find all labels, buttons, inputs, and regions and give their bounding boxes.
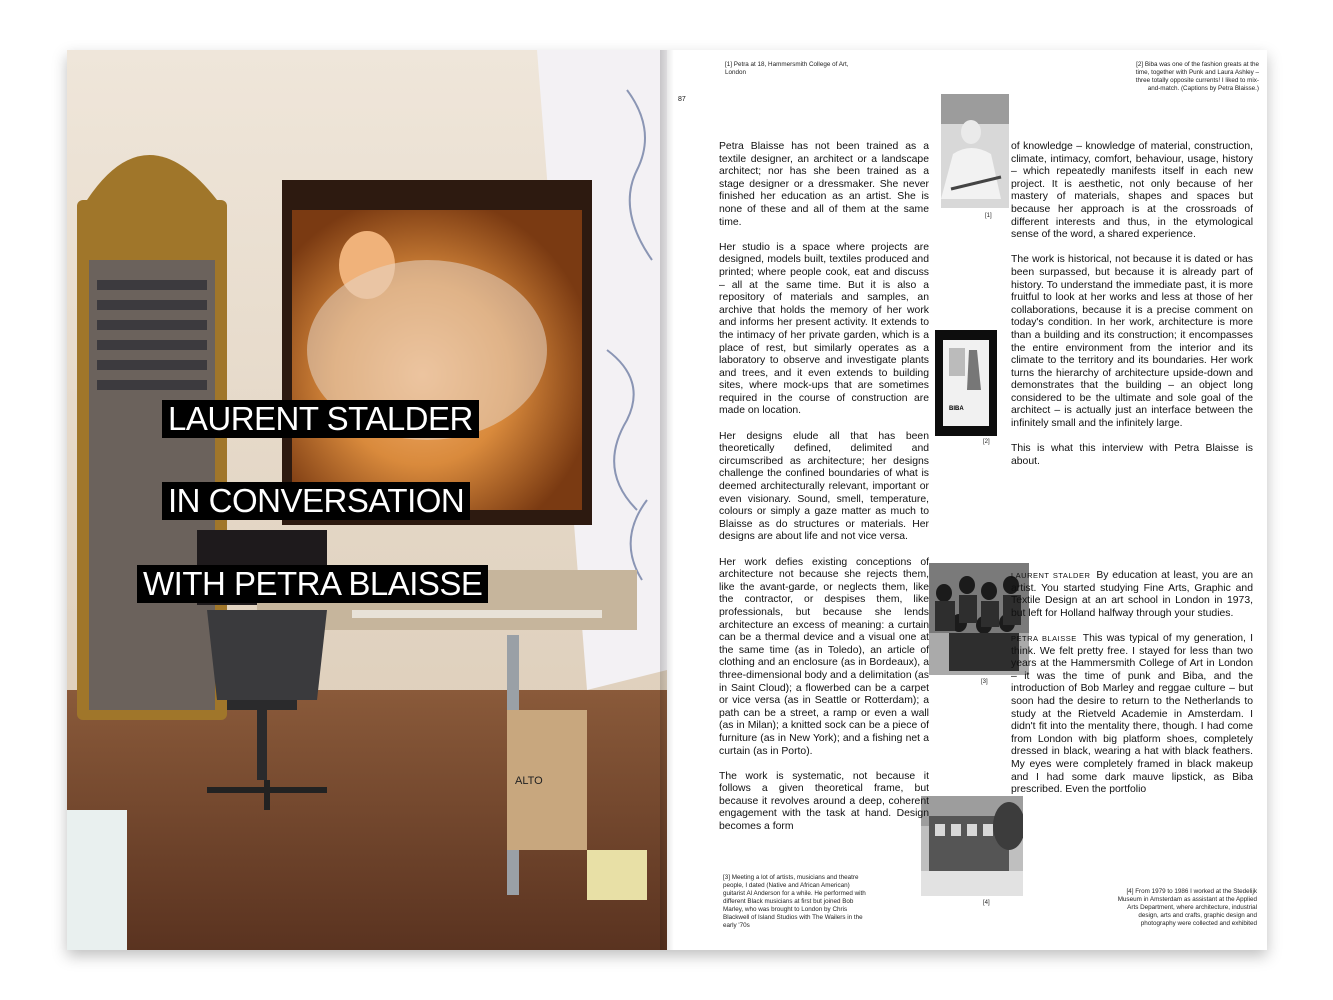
interview-turn-blaisse: [1011, 633, 1253, 797]
stalder-question: By education at least, you are an artist. You started studying Fine Arts, Graphic and Textile Design at an art school in London in 1973, but left for Holland halfway through your studies.: [1011, 570, 1253, 619]
title-line-3: WITH PETRA BLAISSE: [137, 565, 488, 603]
intro-paragraph-1: Petra Blaisse has not been trained as a textile designer, an architect or a landscape architect; nor has she been trained as a stage designer or a dressmaker. She never finished her education as an artist. She is none of these and all of them at the same time.: [719, 141, 929, 228]
title-line-2: IN CONVERSATION: [162, 482, 470, 520]
intro-right-column: [1011, 141, 1253, 481]
speaker-blaisse: PETRA BLAISSE: [1011, 633, 1077, 643]
figure-number-4: [4]: [983, 900, 990, 906]
caption-2: [2] Biba was one of the fashion greats at the time, together with Punk and Laura Ashley – three totally opposite currents! I liked to mix-and-match. (Captions by Petra Blaisse.): [1135, 61, 1259, 92]
intro-paragraph-5: The work is systematic, not because it follows a given theoretical frame, but because it revolves around a deep, coherent engagement with the task at hand. Design becomes a form: [719, 770, 929, 833]
intro-left-column: [719, 141, 929, 846]
photo-petra-at-18: [941, 94, 1009, 208]
speaker-stalder: LAURENT STALDER: [1011, 571, 1091, 580]
intro-paragraph-3: Her designs elude all that has been theoretically defined, delimited and circumscribed as architecture; her designs challenge the confined boundaries of what is deemed architecturally relevant, important or even visionary. Sound, smell, temperature, colours or simply a gaze matter as much to Blaisse as do structures or materials. Her designs are about life and not vice versa.: [719, 430, 929, 543]
caption-4: [4] From 1979 to 1986 I worked at the Stedelijk Museum in Amsterdam as assistant at the Applied Arts Department, where architecture, industrial design, arts and crafts, graphic design and photography were collected and exhibited: [1117, 888, 1257, 927]
intro-paragraph-6: of knowledge – knowledge of material, construction, climate, intimacy, comfort, behaviour, usage, history – which repeatedly manifests itself in each new project. It is aesthetic, not only because of her mastery of materials, shapes and spaces but because her approach is at the crossroads of different interests and thus, in the etymological sense of the word, a shared experience.: [1011, 141, 1253, 241]
right-page: [667, 50, 1267, 950]
biba-ad-graphic: [935, 330, 997, 436]
page-number: 87: [678, 96, 686, 103]
stedelijk-museum-image: [921, 796, 1023, 896]
interview-column: [1011, 570, 1253, 809]
title-line-1: LAURENT STALDER: [162, 400, 479, 438]
intro-paragraph-8: This is what this interview with Petra Blaisse is about.: [1011, 443, 1253, 467]
intro-paragraph-4: Her work defies existing conceptions of architecture not because she rejects them, like the avant-garde, or neglects them, like the contractor, or despises them, like professionals, but because she lends architecture an excess of meaning: a curtain can be a thermal device and a visual one at the same time (as in Toledo), an article of clothing and an enclosure (as in Bordeaux), a three-dimensional body and a delimitation (as in Saint Cloud); a flowerbed can be a carpet or vice versa (as in Seattle or Rotterdam); a path can be a street, a ramp or even a wall (as in Milan); a knitted sock can be a piece of furniture (as in New York); and a fishing net a curtain (as in Porto).: [719, 556, 929, 757]
intro-paragraph-2: Her studio is a space where projects are designed, models built, textiles produced and printed; where people cook, eat and discuss – all at the same time. But it is also a repository of materials and samples, an archive that holds the memory of her work and informs her present activity. It extends to the intimacy of her private garden, which is a place of rest, but similarly operates as a laboratory to observe and investigate plants and trees, and it even extends to building sites, where mock-ups that are sometimes required in the course of construction are made on location.: [719, 241, 929, 417]
biba-label: BIBA: [949, 406, 964, 412]
box-label: ALTO: [515, 775, 543, 787]
caption-3: [3] Meeting a lot of artists, musicians and theatre people, I dated (Native and African American) guitarist Al Anderson for a while. He performed with different Black musicians at first but joined Bob Marley, who was brought to London by Chris Blackwell of Island Studios with The Wailers in the early '70s: [723, 874, 866, 929]
blaisse-answer: This was typical of my generation, I think. We felt pretty free. I stayed for less than two years at the Hammersmith College of Art in London – it was the time of punk and Biba, and the introduction of Bob Marley and reggae culture – but soon had the desire to return to the Netherlands to study at the Rietveld Academie in Amsterdam. I didn't fit into the mentality there, though. I had come from London with big platform shoes, completely dressed in black, wearing a hat with black feathers. My eyes were completely framed in black makeup and I had some dark mauve lipstick, as Biba prescribed. Even the portfolio: [1011, 632, 1253, 796]
figure-number-1: [1]: [985, 213, 992, 219]
figure-number-2: [2]: [983, 439, 990, 445]
intro-paragraph-7: The work is historical, not because it is dated or has been surpassed, but because it is already part of history. To understand the immediate past, it is more fruitful to look at her works and less at those of her collaborations, because it is a precise comment on today's condition. In her work, architecture is more than a building and its construction; it encompasses the entire environment from the interior and its climate to the territory and its boundaries. Her work turns the hierarchy of architecture upside-down and demonstrates that the building – an object long considered to be the ultimate and sole goal of the architect – is actually just an interface between the infinitely small and the infinitely large.: [1011, 254, 1253, 430]
interview-turn-stalder: [1011, 570, 1253, 620]
photo-petra-portrait: [941, 94, 1009, 208]
caption-1: [1] Petra at 18, Hammersmith College of Art, London: [725, 61, 849, 76]
studio-photograph: [67, 50, 667, 950]
photo-stedelijk-museum: [921, 796, 1023, 896]
photo-biba-ad: [935, 330, 997, 436]
figure-number-3: [3]: [981, 679, 988, 685]
